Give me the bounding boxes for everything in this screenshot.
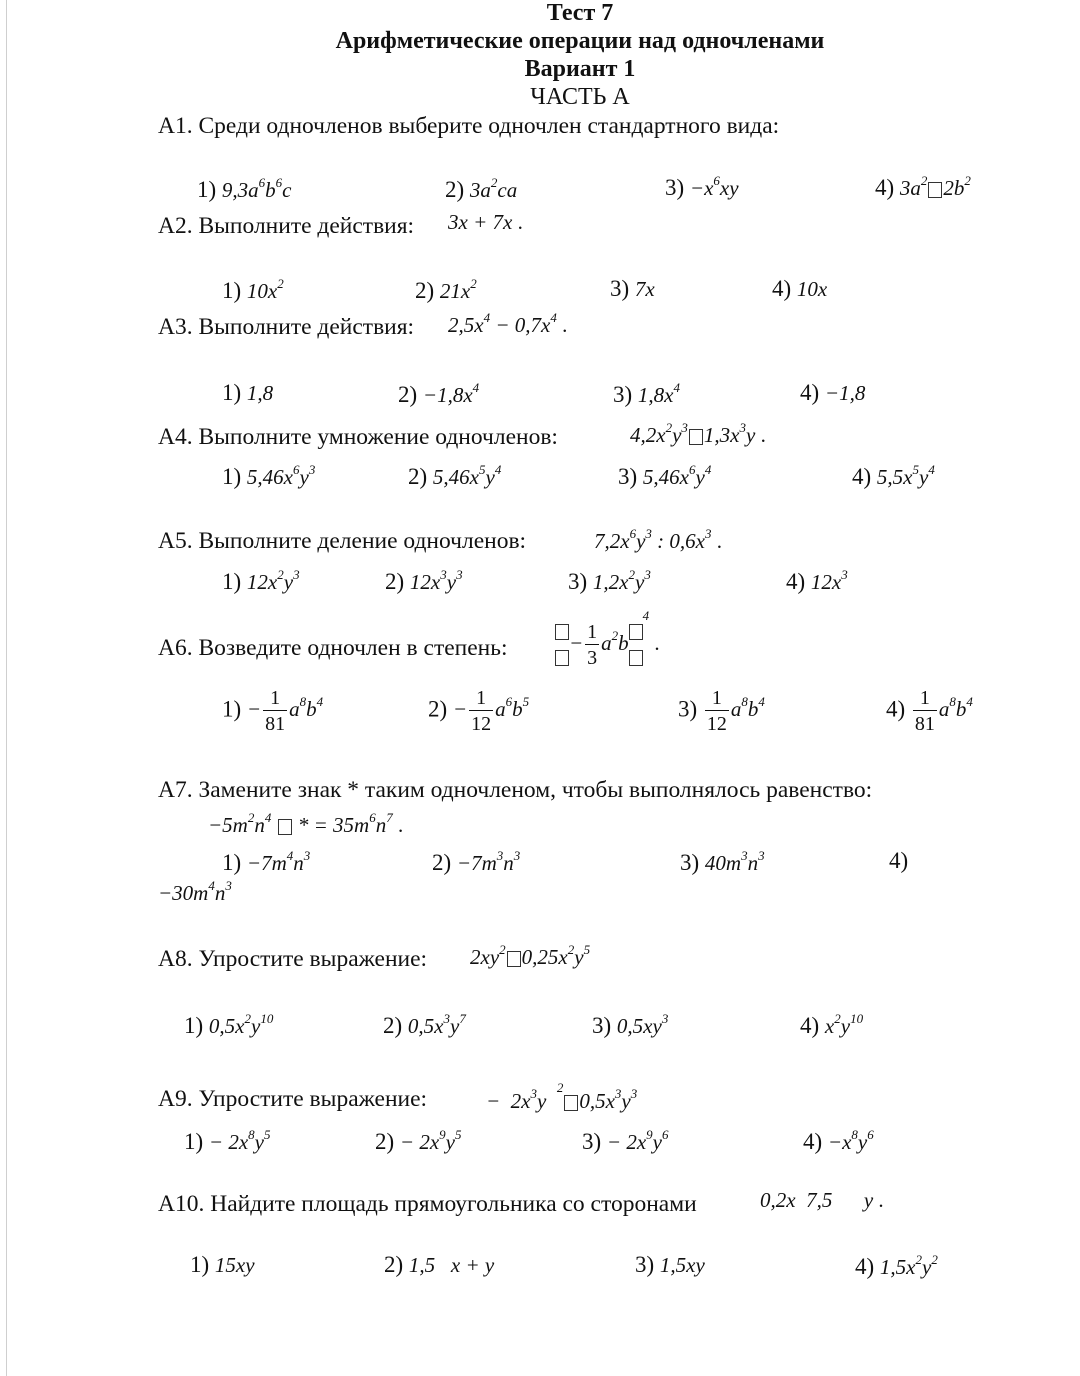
a1-option-4[interactable]: 4) $3a^2$ $2b^2$ <box>875 173 971 200</box>
a9-option-2[interactable]: $2) - 2x^9y^5$ <box>375 1127 462 1154</box>
a3-option-3[interactable]: 3) $1,8x^4$ <box>613 380 680 407</box>
question-a3: A3. Выполните действия: <box>158 314 415 340</box>
a5-option-3[interactable]: 3) $1,2x^2y^3$ <box>568 567 651 594</box>
a2-option-3[interactable]: 3) 7x <box>610 276 655 301</box>
a4-expression: $4,2x^2y^3$ $1,3x^3y$ . <box>630 420 766 447</box>
question-a8: A8. Упростите выражение: <box>158 946 428 972</box>
a5-expression: $7,2x^6y^3$ : $0,6x^3$ . <box>594 526 722 553</box>
a5-option-2[interactable]: 2) $12x^3y^3$ <box>385 567 463 594</box>
test-number: Тест 7 <box>546 0 614 26</box>
a8-option-3[interactable]: 3) $0,5xy^3$ <box>592 1011 669 1038</box>
question-a5: A5. Выполните деление одночленов: <box>158 528 527 554</box>
a5-option-4[interactable]: 4) $12x^3$ <box>786 567 848 594</box>
a7-option-4-value: $-30m^4n^3$ <box>158 878 232 905</box>
a4-option-1[interactable]: 1) $5,46x^6y^3$ <box>222 462 316 489</box>
a3-option-4[interactable]: 4) −1,8 <box>800 380 866 405</box>
question-a1: A1. Среди одночленов выберите одночлен стандартного вида: <box>158 113 780 139</box>
part-label: ЧАСТЬ А <box>530 84 630 110</box>
a10-option-1[interactable]: 1) 15xy <box>190 1252 255 1277</box>
question-a9: A9. Упростите выражение: <box>158 1086 428 1112</box>
a7-option-3[interactable]: 3) $40m^3n^3$ <box>680 848 765 875</box>
a6-expression: − $\frac{1}{3}$ $a^2b$ $^4$ . <box>555 608 660 671</box>
a2-expression: 3x + 7x . <box>448 210 523 234</box>
a3-expression: $2,5x^4 - 0,7x^4$ . <box>448 310 568 337</box>
a10-expression: 0,2x 7,5 y . <box>760 1188 884 1212</box>
test-title: Арифметические операции над одночленами <box>335 28 825 54</box>
a10-option-3[interactable]: 3) 1,5xy <box>635 1252 705 1277</box>
a6-option-2[interactable]: 2) − $\frac{1}{12}$ $a^6b^5$ <box>428 687 530 735</box>
a4-option-3[interactable]: 3) $5,46x^6y^4$ <box>618 462 712 489</box>
a7-option-1[interactable]: $1) -7m^4n^3$ <box>222 848 311 875</box>
a2-option-1[interactable]: 1) $10x^2$ <box>222 276 284 303</box>
a8-option-4[interactable]: 4) $x^2y^{10}$ <box>800 1011 864 1038</box>
question-a4: A4. Выполните умножение одночленов: <box>158 424 558 450</box>
a2-option-4[interactable]: 4) 10x <box>772 276 828 301</box>
a6-option-3[interactable]: 3) $\frac{1}{12}$ $a^8b^4$ <box>678 687 765 735</box>
a5-option-1[interactable]: 1) $12x^2y^3$ <box>222 567 300 594</box>
a4-option-4[interactable]: 4) $5,5x^5y^4$ <box>852 462 935 489</box>
a8-option-1[interactable]: 1) $0,5x^2y^{10}$ <box>184 1011 274 1038</box>
a9-option-1[interactable]: $1) - 2x^8y^5$ <box>184 1127 271 1154</box>
a8-expression: $2xy^2$ $0,25x^2y^5$ <box>470 942 591 969</box>
a3-option-2[interactable]: $2) -1,8x^4$ <box>398 380 480 407</box>
a9-option-3[interactable]: $3) - 2x^9y^6$ <box>582 1127 669 1154</box>
a8-option-2[interactable]: 2) $0,5x^3y^7$ <box>383 1011 466 1038</box>
a4-option-2[interactable]: 2) $5,46x^5y^4$ <box>408 462 502 489</box>
a1-option-2[interactable]: 2) $3a^2ca$ <box>445 175 518 202</box>
a3-option-1[interactable]: 1) 1,8 <box>222 380 274 405</box>
question-a6: A6. Возведите одночлен в степень: <box>158 635 508 661</box>
a1-option-1[interactable]: 1) $9,3a^6b^6c$ <box>197 175 292 202</box>
a9-expression: − $2x^3y$ $^20,5x^3y^3$ <box>486 1080 638 1113</box>
question-a10: A10. Найдите площадь прямоугольника со сторонами <box>158 1191 697 1217</box>
question-a7: A7. Замените знак * таким одночленом, чтобы выполнялось равенство: <box>158 777 873 803</box>
variant-label: Вариант 1 <box>524 56 636 82</box>
a10-option-4[interactable]: 4) $1,5x^2y^2$ <box>855 1252 938 1279</box>
a9-option-4[interactable]: $4) -x^8y^6$ <box>803 1127 874 1154</box>
a7-expression: $-5m^2n^4$ * = $35m^6n^7$ . <box>208 810 404 837</box>
a7-option-4[interactable]: 4) <box>889 848 909 873</box>
question-a2: A2. Выполните действия: <box>158 213 415 239</box>
a6-option-1[interactable]: 1) − $\frac{1}{81}$ $a^8b^4$ <box>222 687 324 735</box>
a10-option-2[interactable]: 2) 1,5 x + y <box>384 1252 495 1277</box>
a6-option-4[interactable]: 4) $\frac{1}{81}$ $a^8b^4$ <box>886 687 973 735</box>
a1-option-3[interactable]: $3) -x^6xy$ <box>665 173 739 200</box>
a7-option-2[interactable]: $2) -7m^3n^3$ <box>432 848 521 875</box>
a2-option-2[interactable]: 2) $21x^2$ <box>415 276 477 303</box>
